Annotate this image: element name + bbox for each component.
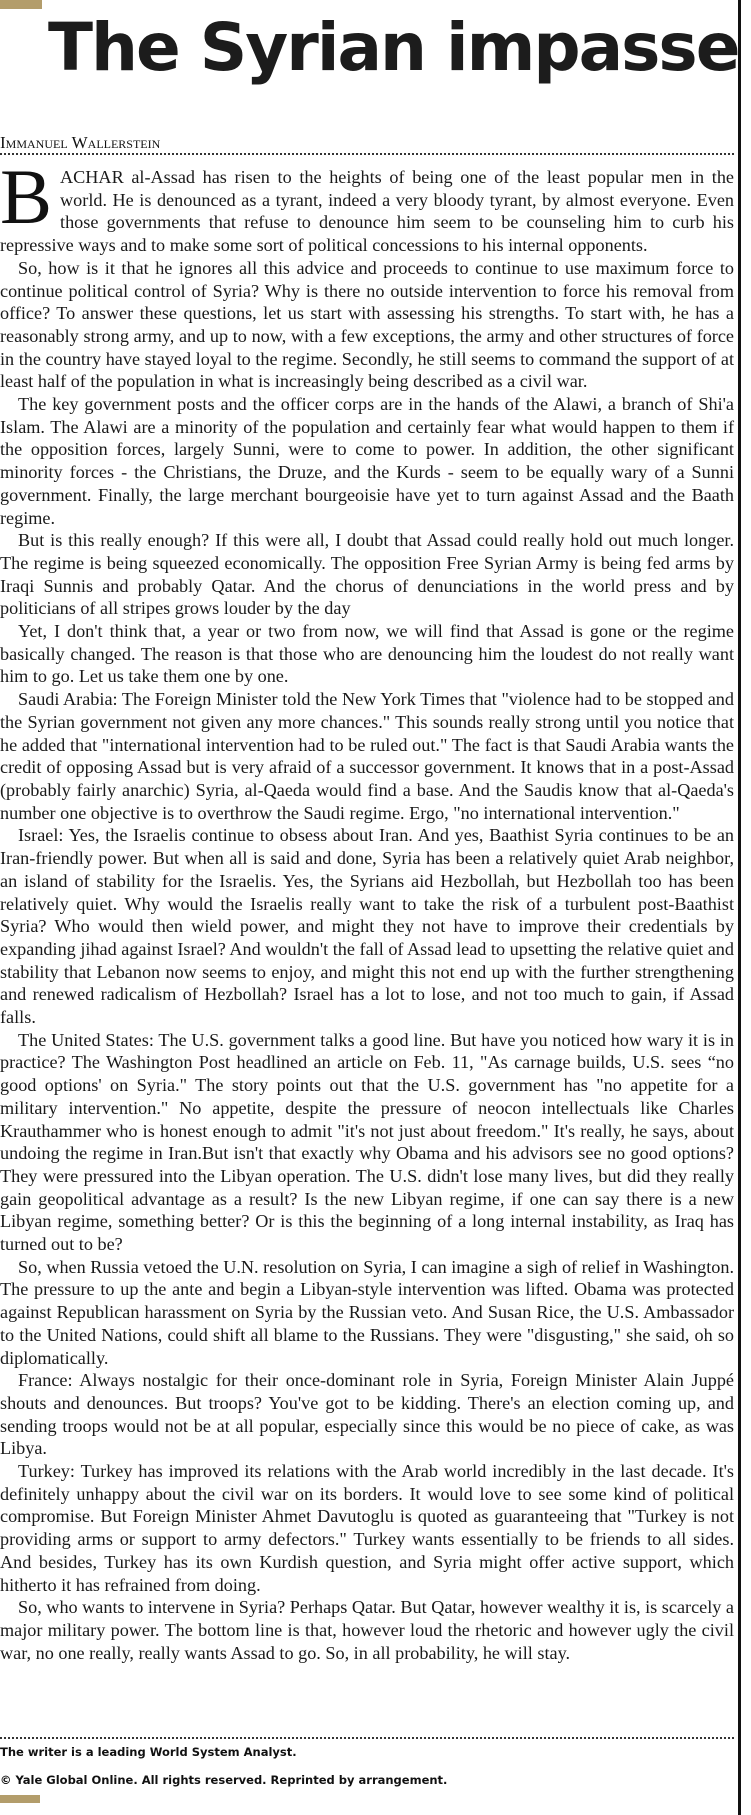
article-paragraph-3: The key government posts and the officer corps are in the hands of the Alawi, a branch of Shi'a Islam. The Alawi are a minority of the population and certainly fear what would happen to them if the opposition forces, largely Sunni, were to come to power. In addition, the other significant minority forces - the Christians, the Druze, and the Kurds - seem to be equally wary of a Sunni government. Finally, the large merchant bourgeoisie have yet to turn against Assad and the Baath regime.	[0, 394, 734, 528]
accent-bar-top	[0, 0, 42, 9]
article-paragraph-9: So, when Russia vetoed the U.N. resolution on Syria, I can imagine a sigh of relief in Washington. The pressure to up the ante and begin a Libyan-style intervention was lifted. Obama was protected against Republican harassment on Syria by the Russian veto. And Susan Rice, the U.S. Ambassador to the United Nations, could shift all blame to the Russians. They were "disgusting," she said, oh so diplomatically.	[0, 1256, 734, 1368]
article-paragraph-5: Yet, I don't think that, a year or two from now, we will find that Assad is gone or the regime basically changed. The reason is that those who are denouncing him the loudest do not really want him to go. Let us take them one by one.	[0, 621, 734, 687]
drop-cap: B	[0, 153, 53, 240]
article-paragraph-8: The United States: The U.S. government talks a good line. But have you noticed how wary it is in practice? The Washington Post headlined an article on Feb. 11, "As carnage builds, U.S. sees “no good options' on Syria." The story points out that the U.S. government has "no appetite for a military intervention." No appetite, despite the pressure of neocon intellectuals like Charles Krauthammer who is honest enough to admit "it's not just about freedom." It's really, he says, about undoing the regime in Iran.But isn't that exactly why Obama and his advisors see no good options? They were pressured into the Libyan operation. The U.S. didn't lose many lives, but did they really gain geopolitical advantage as a result? Is the new Libyan regime, if one can say there is a new Libyan regime, something better? Or is this the beginning of a long internal instability, as Iraq has turned out to be?	[0, 1029, 734, 1255]
article-body	[0, 153, 734, 1664]
article-paragraph-2: So, how is it that he ignores all this advice and proceeds to continue to use maximum force to continue political control of Syria? Why is there no outside intervention to force his removal from office? To answer these questions, let us start with assessing his strengths. To start with, he has a reasonably strong army, and up to now, with a few exceptions, the army and other structures of force in the country have stayed loyal to the regime. Secondly, he still seems to command the support of at least half of the population in what is increasingly being described as a civil war.	[0, 257, 734, 392]
article-paragraph-6: Saudi Arabia: The Foreign Minister told the New York Times that "violence had to be stopped and the Syrian government not given any more chances." This sounds really strong until you notice that he added that "international intervention had to be ruled out." The fact is that Saudi Arabia wants the credit of opposing Assad but is very afraid of a successor government. It knows that in a post-Assad (probably fairly anarchic) Syria, al-Qaeda would find a base. And the Saudis know that al-Qaeda's number one objective is to overthrow the Saudi regime. Ergo, "no international intervention."	[0, 689, 734, 823]
article-paragraph-1	[0, 153, 734, 257]
article-paragraph-11: Turkey: Turkey has improved its relations with the Arab world incredibly in the last decade. It's definitely unhappy about the civil war on its borders. It would love to see some kind of political compromise. But Foreign Minister Ahmet Davutoglu is quoted as guaranteeing that "Turkey is not providing arms or support to army defectors." Turkey wants essentially to be friends to all sides. And besides, Turkey has its own Kurdish question, and Syria might offer active support, which hitherto it has refrained from doing.	[0, 1461, 734, 1595]
page-border-rule	[738, 0, 741, 1815]
copyright-notice: © Yale Global Online. All rights reserved. Reprinted by arrangement.	[0, 1773, 448, 1787]
writer-note: The writer is a leading World System Analyst.	[0, 1745, 297, 1759]
article-paragraph-7: Israel: Yes, the Israelis continue to obsess about Iran. And yes, Baathist Syria continues to be an Iran-friendly power. But when all is said and done, Syria has been a relatively quiet Arab neighbor, an island of stability for the Israelis. Yes, the Syrians aid Hezbollah, but Hezbollah too has been relatively quiet. Why would the Israelis really want to take the risk of a turbulent post-Baathist Syria? Who would then wield power, and might they not have to improve their credentials by expanding jihad against Israel? And wouldn't the fall of Assad lead to upsetting the relative quiet and stability that Lebanon now seems to enjoy, and might this not end up with the further strengthening and renewed radicalism of Hezbollah? Israel has a lot to lose, and not too much to gain, if Assad falls.	[0, 825, 734, 1028]
article-paragraph-10: France: Always nostalgic for their once-dominant role in Syria, Foreign Minister Alain Juppé shouts and denounces. But troops? You've got to be kidding. There's an election coming up, and sending troops would not be at all popular, especially since this would be no piece of cake, as was Libya.	[0, 1370, 734, 1459]
article-byline: Immanuel Wallerstein	[0, 133, 161, 152]
dotted-divider-bottom	[0, 1737, 734, 1739]
accent-bar-bottom	[0, 1795, 40, 1803]
paragraph-text: ACHAR al-Assad has risen to the heights of being one of the least popular men in the world. He is denounced as a tyrant, indeed a very bloody tyrant, by almost everyone. Even those governments that refuse to denounce him seem to be counseling him to curb his repressive ways and to make some sort of political concessions to his internal opponents.	[0, 167, 734, 256]
dotted-divider-top	[0, 153, 734, 155]
article-paragraph-12: So, who wants to intervene in Syria? Perhaps Qatar. But Qatar, however wealthy it is, is scarcely a major military power. The bottom line is that, however loud the rhetoric and however ugly the civil war, no one really, really wants Assad to go. So, in all probability, he will stay.	[0, 1597, 734, 1663]
article-headline: The Syrian impasse	[48, 9, 739, 86]
article-paragraph-4: But is this really enough? If this were all, I doubt that Assad could really hold out much longer. The regime is being squeezed economically. The opposition Free Syrian Army is being fed arms by Iraqi Sunnis and probably Qatar. And the chorus of denunciations in the world press and by politicians of all stripes grows louder by the day	[0, 530, 734, 619]
